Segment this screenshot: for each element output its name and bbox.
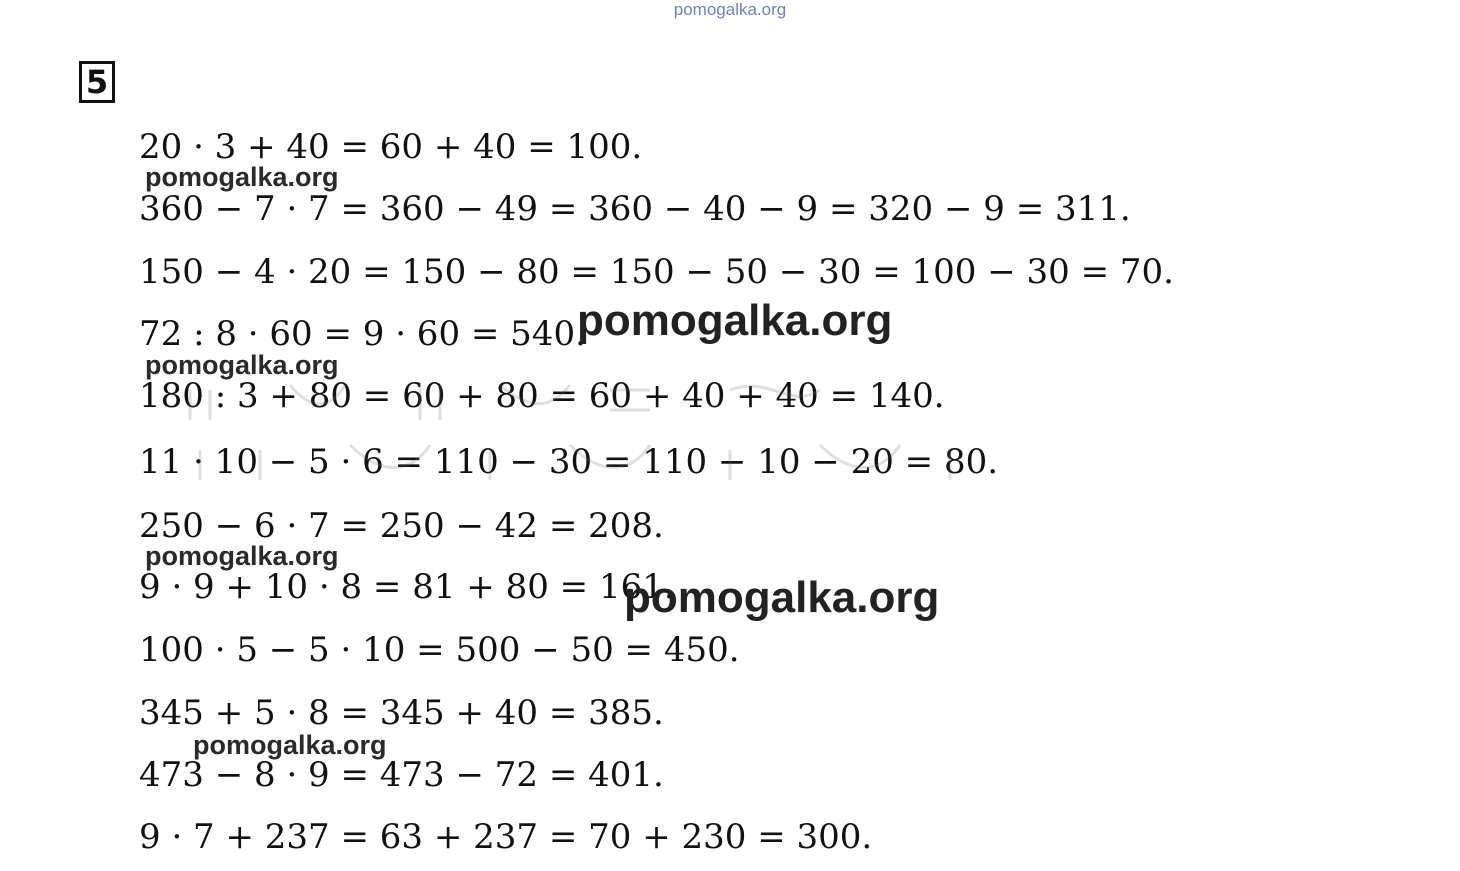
watermark-small-1: pomogalka.org <box>145 162 339 192</box>
equation-line-7: 250 − 6 · 7 = 250 − 42 = 208. <box>139 506 664 546</box>
equation-line-11: 473 − 8 · 9 = 473 − 72 = 401. <box>139 755 664 795</box>
equation-line-2: 360 − 7 · 7 = 360 − 49 = 360 − 40 − 9 = 320 − 9 = 311. <box>139 189 1131 229</box>
equation-line-12: 9 · 7 + 237 = 63 + 237 = 70 + 230 = 300. <box>139 817 873 857</box>
watermark-small-4: pomogalka.org <box>193 730 387 760</box>
equation-line-3: 150 − 4 · 20 = 150 − 80 = 150 − 50 − 30 = 100 − 30 = 70. <box>139 252 1174 292</box>
equation-line-8: 9 · 9 + 10 · 8 = 81 + 80 = 161. <box>139 567 675 607</box>
equation-line-1: 20 · 3 + 40 = 60 + 40 = 100. <box>139 127 643 167</box>
watermark-small-2: pomogalka.org <box>145 350 339 380</box>
equation-line-6: 11 · 10 − 5 · 6 = 110 − 30 = 110 − 10 − 20 = 80. <box>139 442 999 482</box>
task-number-box: 5 <box>79 61 115 103</box>
equation-line-9: 100 · 5 − 5 · 10 = 500 − 50 = 450. <box>139 630 740 670</box>
equation-line-4: 72 : 8 · 60 = 9 · 60 = 540. <box>139 314 586 354</box>
equation-line-10: 345 + 5 · 8 = 345 + 40 = 385. <box>139 693 664 733</box>
equation-line-5: 180 : 3 + 80 = 60 + 80 = 60 + 40 + 40 = 140. <box>139 376 945 416</box>
watermark-small-3: pomogalka.org <box>145 541 339 571</box>
watermark-large-2: pomogalka.org <box>624 573 940 622</box>
top-watermark: pomogalka.org <box>673 0 787 19</box>
watermark-large-1: pomogalka.org <box>577 296 893 345</box>
